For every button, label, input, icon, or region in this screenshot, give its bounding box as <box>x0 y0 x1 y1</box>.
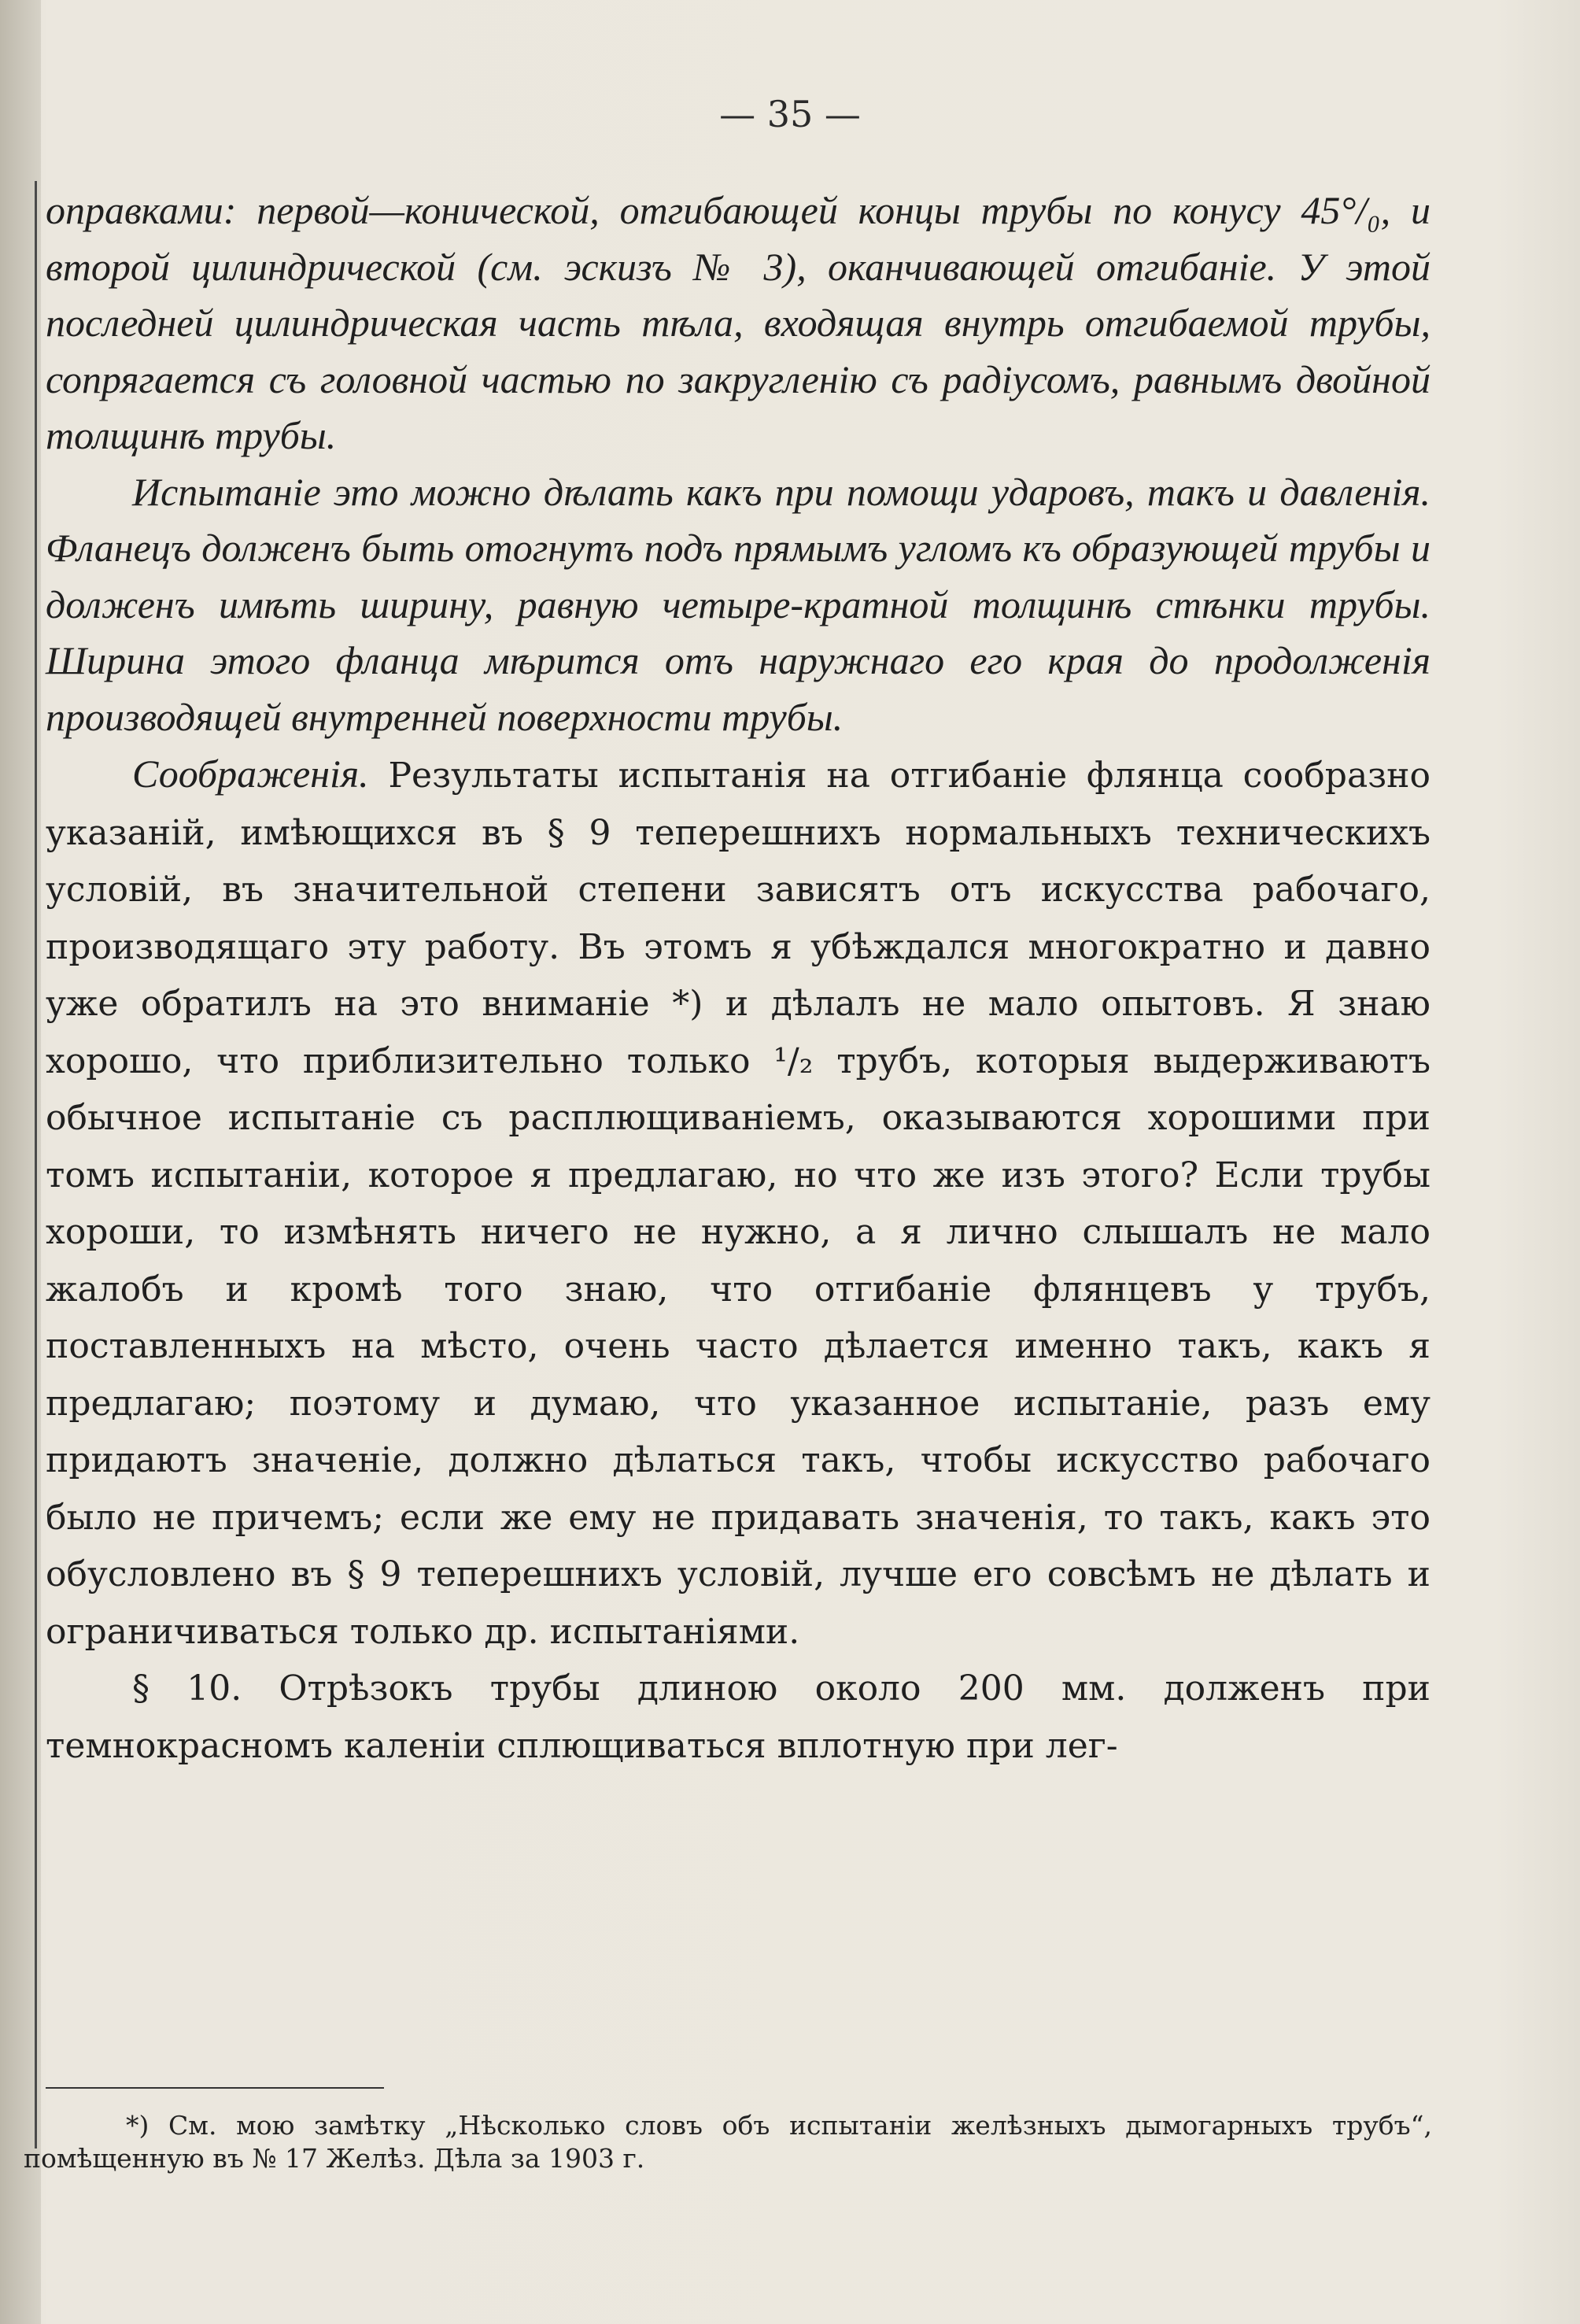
footnote-rule <box>46 2087 384 2089</box>
paragraph-considerations <box>46 745 1430 1661</box>
body-text <box>46 183 1430 1775</box>
footnote <box>24 2109 1432 2175</box>
paragraph-test-method: Испытаніе это можно дѣлать какъ при помощи ударовъ, такъ и давленія. Фланецъ долженъ быть отогнутъ подъ прямымъ угломъ къ образующей трубы и долженъ имѣть ширину, равную четыре-кратной толщинѣ стѣнки трубы. Ширина этого фланца мѣрится отъ наружнаго его края до продолженія производящей внутренней поверхности трубы. <box>46 469 1430 739</box>
footnote-text: *) См. мою замѣтку „Нѣсколько словъ объ испытаніи желѣзныхъ дымогарныхъ трубъ“, помѣщенную въ № 17 Желѣз. Дѣла за 1903 г. <box>24 2110 1432 2174</box>
margin-line <box>35 181 37 2148</box>
paragraph-section-10: § 10. Отрѣзокъ трубы длиною около 200 мм. долженъ при темнокрасномъ каленіи сплющиваться вплотную при лег- <box>46 1668 1430 1766</box>
paragraph-mandrels: оправками: первой—конической, отгибающей концы трубы по конусу 45°/₀, и второй цилиндрической (см. эскизъ № 3), оканчивающей отгибаніе. У этой последней цилиндрическая часть тѣла, входящая внутрь отгибаемой трубы, сопрягается съ головной частью по закругленію съ радіусомъ, равнымъ двойной толщинѣ трубы. <box>46 188 1430 457</box>
considerations-text: Результаты испытанія на отгибаніе флянца сообразно указаній, имѣющихся въ § 9 теперешнихъ нормальныхъ техническихъ условій, въ значительной степени зависятъ отъ искусства рабочаго, производящаго эту работу. Въ этомъ я убѣждался многократно и давно уже обратилъ на это вниманіе *) и дѣлалъ не мало опытовъ. Я знаю хорошо, что приблизительно только ¹/₂ трубъ, которыя выдерживаютъ обычное испытаніе съ расплющиваніемъ, оказываются хорошими при томъ испытаніи, которое я предлагаю, но что же изъ этого? Если трубы хороши, то измѣнять ничего не нужно, а я лично слышалъ не мало жалобъ и кромѣ того знаю, что отгибаніе флянцевъ у трубъ, поставленныхъ на мѣсто, очень часто дѣлается именно такъ, какъ я предлагаю; поэтому и думаю, что указанное испытаніе, разъ ему придаютъ значеніе, должно дѣлаться такъ, чтобы искусство рабочаго было не причемъ; если же ему не придавать значенія, то такъ, какъ это обусловлено въ § 9 теперешнихъ условій, лучше его совсѣмъ не дѣлать и ограничиваться только др. испытаніями. <box>46 756 1430 1652</box>
page-number: — 35 — <box>719 93 861 135</box>
considerations-lead: Соображенія. <box>132 752 369 796</box>
